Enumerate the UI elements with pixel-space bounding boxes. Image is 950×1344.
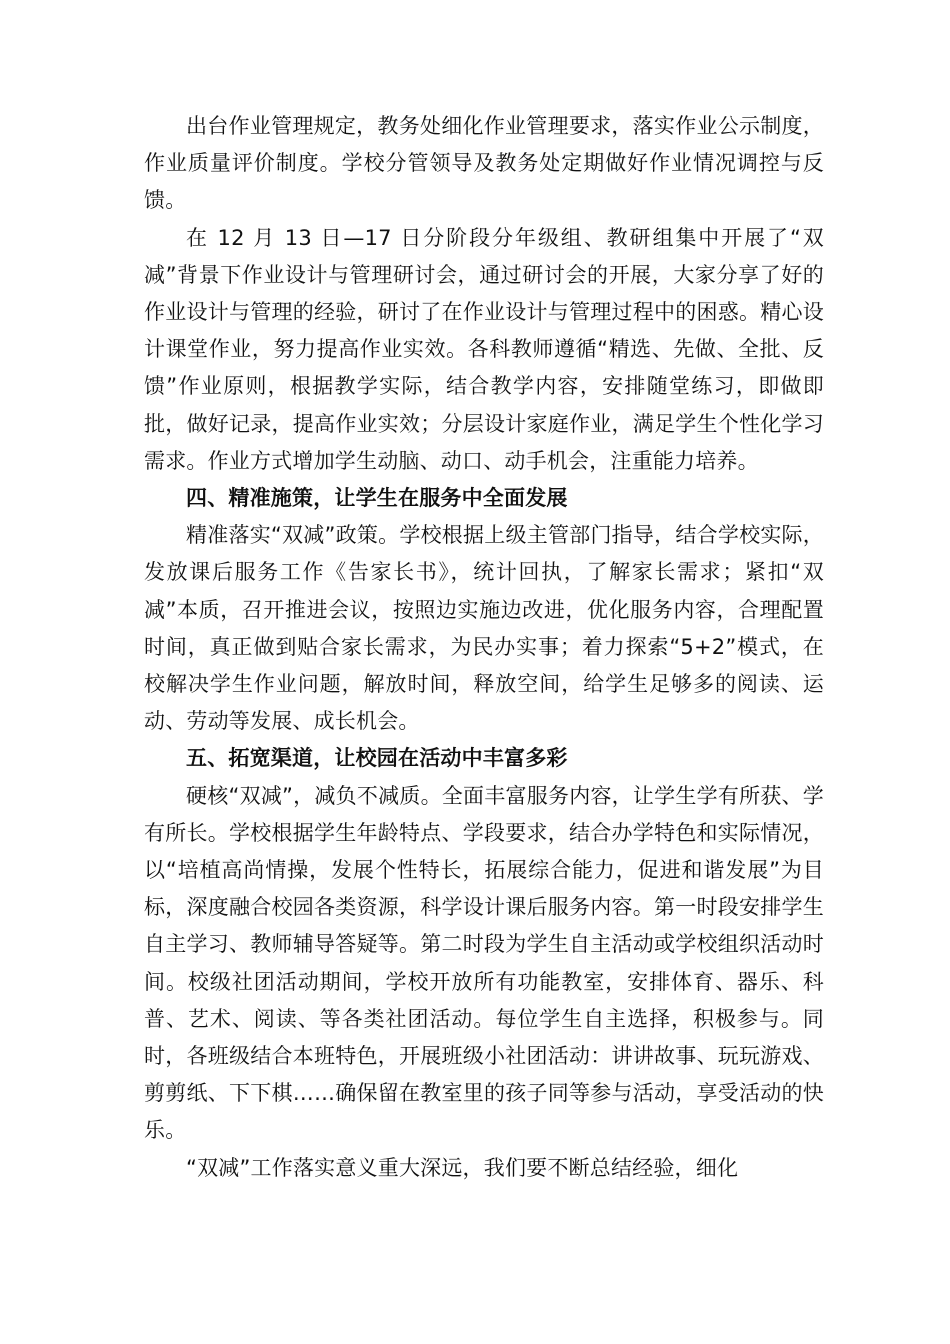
section-heading-five: 五、拓宽渠道，让校园在活动中丰富多彩: [186, 746, 568, 771]
document-page: [144, 108, 824, 1187]
paragraph-homework-rules: 出台作业管理规定，教务处细化作业管理要求，落实作业公示制度，作业质量评价制度。学校分管领导及教务处定期做好作业情况调控与反馈。: [144, 114, 824, 213]
paragraph-conclusion: “双减”工作落实意义重大深远，我们要不断总结经验，细化: [186, 1155, 739, 1180]
paragraph-after-school-service: 精准落实“双减”政策。学校根据上级主管部门指导，结合学校实际，发放课后服务工作《告家长书》，统计回执，了解家长需求；紧扣“双减”本质，召开推进会议，按照边实施边改进，优化服务内容，合理配置时间，真正做到贴合家长需求，为民办实事；着力探索“5+2”模式，在校解决学生作业问题，解放时间，释放空间，给学生足够多的阅读、运动、劳动等发展、成长机会。: [144, 523, 824, 734]
section-heading-four: 四、精准施策，让学生在服务中全面发展: [186, 486, 568, 511]
paragraph-campus-activities: 硬核“双减”，减负不减质。全面丰富服务内容，让学生学有所获、学有所长。学校根据学生年龄特点、学段要求，结合办学特色和实际情况，以“培植高尚情操，发展个性特长，拓展综合能力，促进和谐发展”为目标，深度融合校园各类资源，科学设计课后服务内容。第一时段安排学生自主学习、教师辅导答疑等。第二时段为学生自主活动或学校组织活动时间。校级社团活动期间，学校开放所有功能教室，安排体育、器乐、科普、艺术、阅读、等各类社团活动。每位学生自主选择，积极参与。同时，各班级结合本班特色，开展班级小社团活动：讲讲故事、玩玩游戏、剪剪纸、下下棋……确保留在教室里的孩子同等参与活动，享受活动的快乐。: [144, 783, 824, 1143]
paragraph-homework-seminar: 在 12 月 13 日—17 日分阶段分年级组、教研组集中开展了“双减”背景下作业设计与管理研讨会，通过研讨会的开展，大家分享了好的作业设计与管理的经验，研讨了在作业设计与管理过程中的困惑。精心设计课堂作业，努力提高作业实效。各科教师遵循“精选、先做、全批、反馈”作业原则，根据教学实际，结合教学内容，安排随堂练习，即做即批，做好记录，提高作业实效；分层设计家庭作业，满足学生个性化学习需求。作业方式增加学生动脑、动口、动手机会，注重能力培养。: [144, 225, 824, 473]
